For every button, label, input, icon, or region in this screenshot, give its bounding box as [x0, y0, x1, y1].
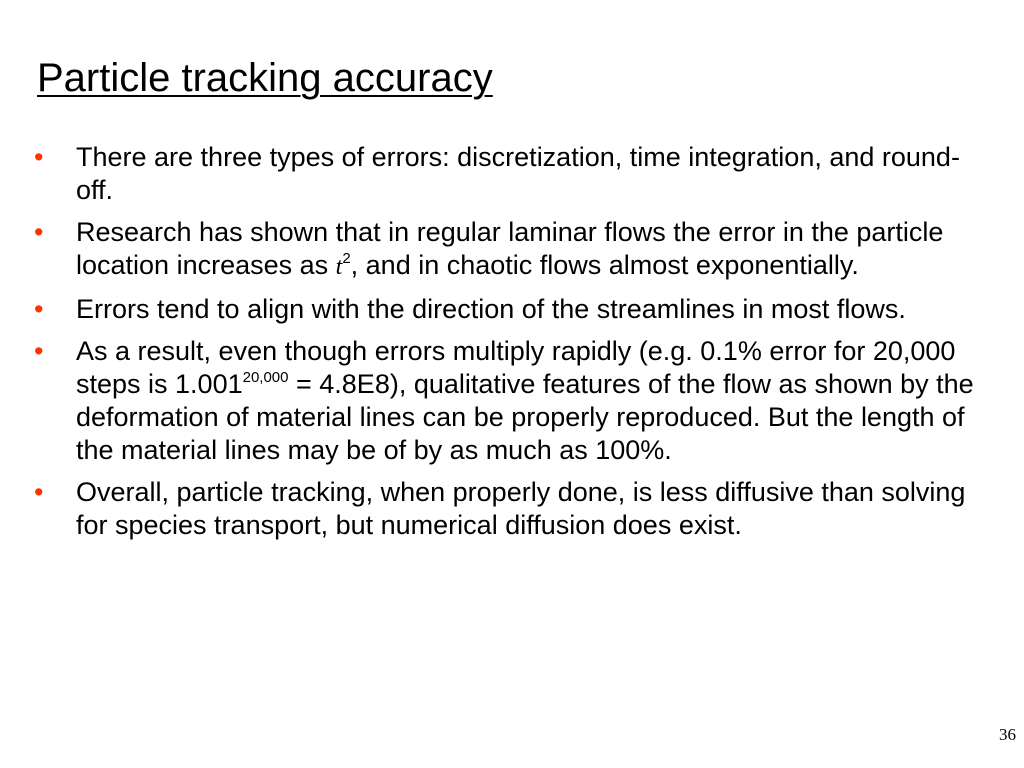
bullet-item-error-alignment — [30, 293, 990, 326]
bullet-marker: • — [34, 217, 44, 247]
math-variable-t: t — [335, 254, 343, 280]
bullet-item-error-types — [30, 141, 990, 207]
bullet-text: There are three types of errors: discretization, time integration, and round-off. — [76, 142, 960, 205]
bullet-text-continued: , and in chaotic flows almost exponentially. — [350, 250, 859, 280]
slide-title: Particle tracking accuracy — [37, 56, 493, 100]
bullet-item-error-growth — [30, 216, 990, 284]
bullet-text: Errors tend to align with the direction of the streamlines in most flows. — [76, 294, 906, 324]
bullet-text: Research has shown that in regular laminar flows the error in the particle location increases as — [76, 217, 944, 280]
bullet-marker: • — [34, 142, 44, 172]
page-number: 36 — [999, 725, 1016, 744]
bullet-marker: • — [34, 477, 44, 507]
math-exponent: 2 — [342, 250, 351, 267]
exponent: 20,000 — [242, 369, 289, 386]
bullet-text: As a result, even though errors multiply rapidly (e.g. 0.1% error for 20,000 steps is 1.001 — [76, 336, 956, 399]
bullet-text-continued: = 4.8E8), qualitative features of the flow as shown by the deformation of material lines can be properly reproduced. But the length of the material lines may be of by as much as 100%. — [76, 369, 974, 465]
bullet-item-qualitative-features — [30, 335, 990, 467]
bullet-item-overall — [30, 476, 990, 542]
bullet-text: Overall, particle tracking, when properly done, is less diffusive than solving for species transport, but numerical diffusion does exist. — [76, 477, 966, 540]
bullet-marker: • — [34, 294, 44, 324]
bullet-list — [30, 141, 990, 551]
bullet-marker: • — [34, 336, 44, 366]
